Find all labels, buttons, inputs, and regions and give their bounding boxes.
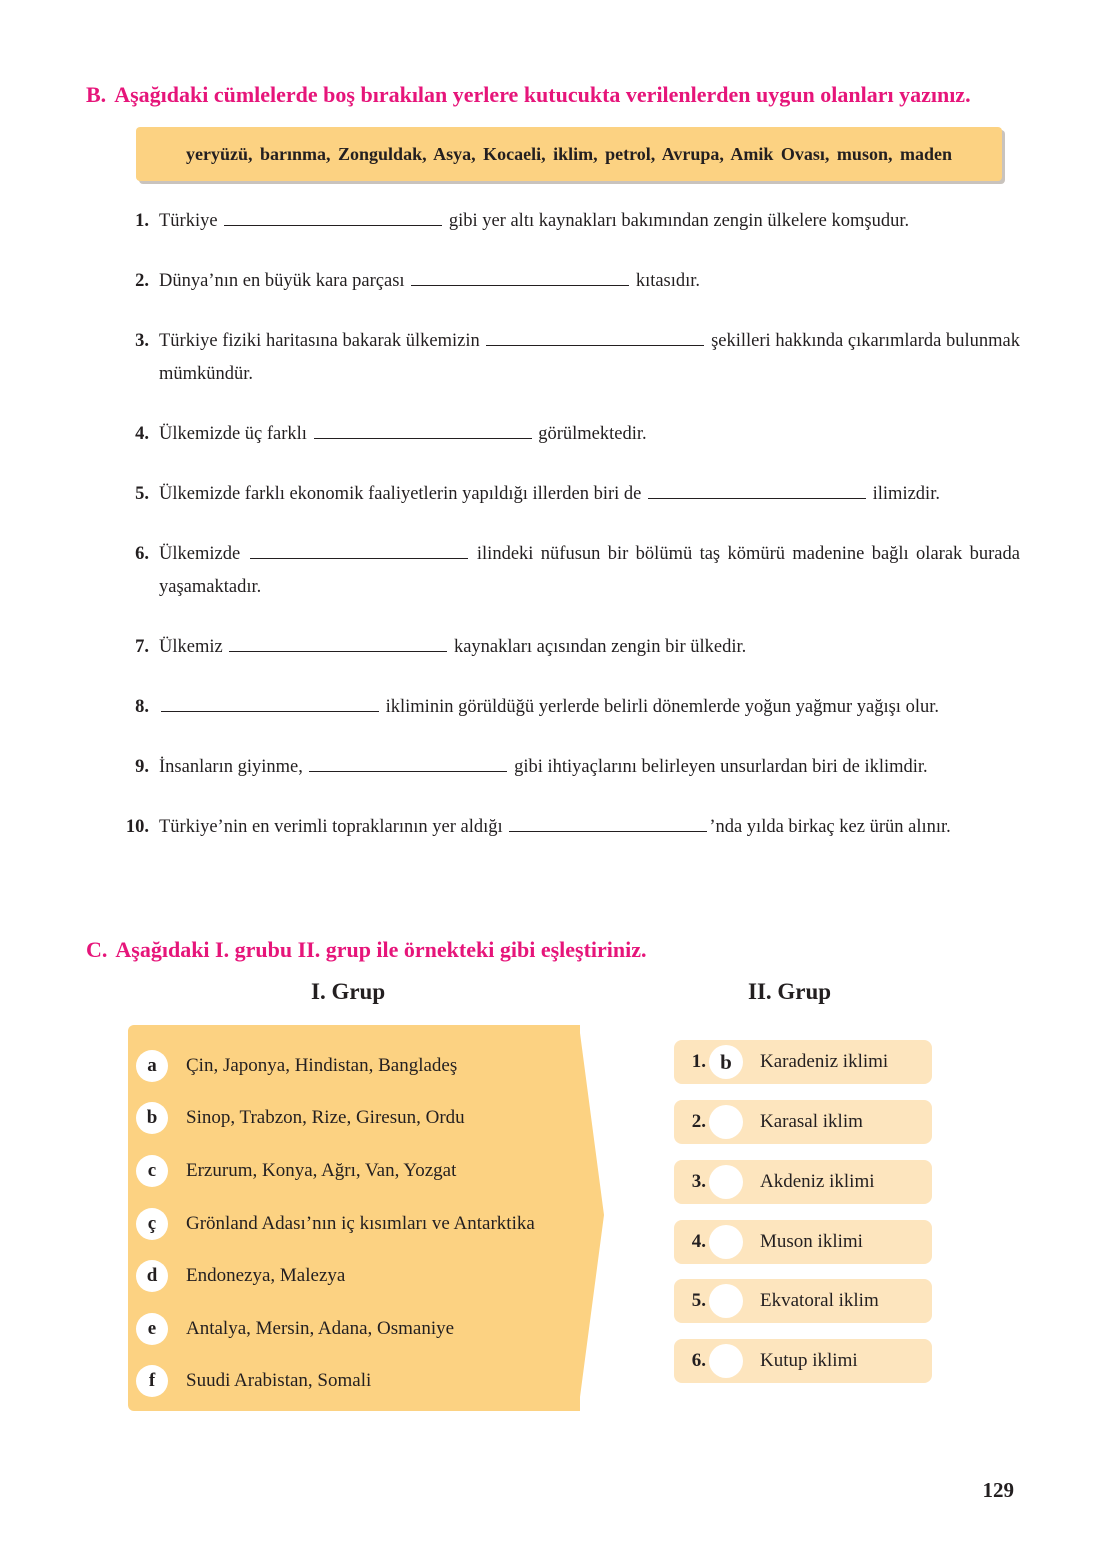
word-bank (136, 127, 1002, 181)
group2-item (674, 1339, 932, 1383)
question-text: Ülkemizde farklı ekonomik faaliyetlerin yapıldığı illerden biri de (159, 484, 647, 504)
answer-blank[interactable] (229, 636, 447, 652)
question (116, 811, 1020, 844)
question-text: Ülkemiz (159, 637, 228, 657)
group2-item (674, 1160, 932, 1204)
group1-item (136, 1102, 465, 1134)
word-bank-text: yeryüzü, barınma, Zonguldak, Asya, Kocaeli, iklim, petrol, Avrupa, Amik Ovası, muson, maden (186, 143, 952, 164)
question-number: 2. (135, 271, 149, 291)
answer-circle[interactable] (709, 1105, 743, 1139)
answer-blank[interactable] (509, 816, 707, 832)
question-text: Türkiye fiziki haritasına bakarak ülkemizin (159, 331, 485, 351)
group2-number: 4. (691, 1231, 706, 1252)
answer-blank[interactable] (224, 210, 442, 226)
group2-text: Kutup iklimi (760, 1350, 858, 1371)
group2-number: 1. (691, 1051, 706, 1072)
group2-text: Karasal iklim (760, 1111, 863, 1132)
group1-text: Endonezya, Malezya (186, 1265, 346, 1286)
question-text: Türkiye (159, 211, 223, 231)
question (116, 325, 1020, 391)
group1-item (136, 1050, 457, 1082)
section-b-letter: B. (86, 82, 107, 107)
group1-item (136, 1155, 456, 1187)
group2-number: 2. (691, 1111, 706, 1132)
answer-blank[interactable] (314, 423, 532, 439)
question-text: kaynakları açısından zengin bir ülkedir. (449, 637, 747, 657)
group2-item (674, 1040, 932, 1084)
group1-letter: f (136, 1365, 168, 1397)
question-number: 5. (135, 484, 149, 504)
question (116, 205, 1020, 238)
group2-title: II. Grup (748, 979, 832, 1004)
group1-item (136, 1208, 535, 1240)
section-c-title-text: Aşağıdaki I. grubu II. grup ile örnekteki gibi eşleştiriniz. (115, 937, 647, 962)
group1-text: Suudi Arabistan, Somali (186, 1370, 372, 1391)
question-text: görülmektedir. (533, 424, 647, 444)
group1-letter: e (136, 1313, 168, 1345)
group1-letter: ç (136, 1208, 168, 1240)
group2-number: 5. (691, 1290, 706, 1311)
answer-blank[interactable] (161, 696, 379, 712)
answer-circle[interactable] (709, 1344, 743, 1378)
group1-letter: d (136, 1260, 168, 1292)
question-number: 3. (135, 331, 149, 351)
question-text: ilimizdir. (868, 484, 940, 504)
question-text: ilindeki nüfusun bir bölümü taş kömürü madenine bağlı olarak burada yaşamaktadır. (159, 544, 1020, 597)
question-text: kıtasıdır. (631, 271, 701, 291)
question (116, 418, 1020, 451)
section-b-title-text: Aşağıdaki cümlelerde boş bırakılan yerlere kutucukta verilenlerden uygun olanları yazınız. (114, 82, 971, 107)
group2-text: Karadeniz iklimi (760, 1051, 889, 1072)
group2-item (674, 1220, 932, 1264)
question-text: Ülkemizde (159, 544, 248, 564)
group2-number: 3. (691, 1171, 706, 1192)
question (116, 478, 1020, 511)
question-text: ikliminin görüldüğü yerlerde belirli dönemlerde yoğun yağmur yağışı olur. (381, 697, 939, 717)
group1-title: I. Grup (311, 979, 386, 1004)
group1-text: Çin, Japonya, Hindistan, Bangladeş (186, 1055, 458, 1076)
group1-letter: c (136, 1155, 168, 1187)
answer-blank[interactable] (411, 270, 629, 286)
answer-circle[interactable] (709, 1165, 743, 1199)
question (116, 691, 1020, 724)
answer-circle[interactable]: b (709, 1045, 743, 1079)
group2-number: 6. (691, 1350, 706, 1371)
group2-text: Muson iklimi (760, 1231, 863, 1252)
group1-letter: a (136, 1050, 168, 1082)
answer-blank[interactable] (309, 756, 507, 772)
question-number: 1. (135, 211, 149, 231)
question (116, 751, 1020, 784)
question-text: Türkiye’nin en verimli topraklarının yer aldığı (159, 817, 508, 837)
section-c-title (86, 937, 647, 963)
question-number: 7. (135, 637, 149, 657)
answer-circle[interactable] (709, 1225, 743, 1259)
question-number: 9. (135, 757, 149, 777)
question-text: Dünya’nın en büyük kara parçası (159, 271, 410, 291)
question (116, 265, 1020, 298)
section-b-title (86, 82, 971, 108)
group2-item (674, 1279, 932, 1323)
group1-item (136, 1260, 345, 1292)
group1-text: Grönland Adası’nın iç kısımları ve Antarktika (186, 1213, 535, 1234)
question-number: 10. (125, 817, 149, 837)
question (116, 631, 1020, 664)
answer-blank[interactable] (486, 330, 704, 346)
answer-blank[interactable] (250, 543, 468, 559)
group2-text: Ekvatoral iklim (760, 1290, 879, 1311)
question-text: şekilleri hakkında çıkarımlarda bulunmak mümkündür. (159, 331, 1020, 384)
question-text: ’nda yılda birkaç kez ürün alınır. (709, 817, 951, 837)
question-number: 4. (135, 424, 149, 444)
group2-item (674, 1100, 932, 1144)
question-text: gibi ihtiyaçlarını belirleyen unsurlardan biri de iklimdir. (509, 757, 928, 777)
section-c-letter: C. (86, 937, 108, 962)
answer-blank[interactable] (648, 483, 866, 499)
group1-item (136, 1365, 371, 1397)
group1-text: Antalya, Mersin, Adana, Osmaniye (186, 1318, 455, 1339)
question-text: gibi yer altı kaynakları bakımından zengin ülkelere komşudur. (444, 211, 910, 231)
group1-text: Erzurum, Konya, Ağrı, Van, Yozgat (186, 1160, 457, 1181)
question-number: 8. (135, 697, 149, 717)
group1-text: Sinop, Trabzon, Rize, Giresun, Ordu (186, 1107, 465, 1128)
question-text: Ülkemizde üç farklı (159, 424, 312, 444)
page-number: 129 (982, 1478, 1014, 1502)
question-text: İnsanların giyinme, (159, 757, 308, 777)
group2-text: Akdeniz iklimi (760, 1171, 875, 1192)
group1-item (136, 1313, 454, 1345)
question-number: 6. (135, 544, 149, 564)
group1-letter: b (136, 1102, 168, 1134)
answer-circle[interactable] (709, 1284, 743, 1318)
question (116, 538, 1020, 604)
